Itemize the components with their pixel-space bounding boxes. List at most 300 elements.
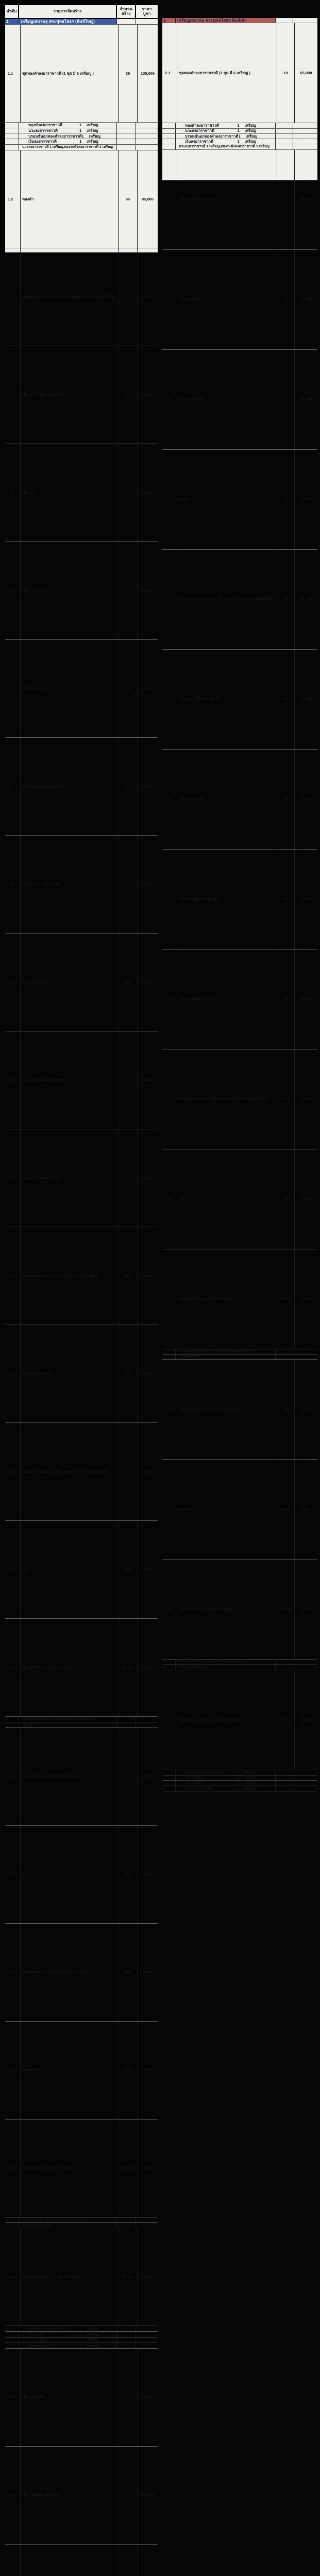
row-number: 1.8	[7, 738, 21, 835]
row-price: 2,500	[143, 1774, 153, 1779]
sub-item-count: 1	[237, 1786, 240, 1791]
row-number	[5, 2332, 19, 2337]
sub-item-count: 1	[237, 128, 240, 133]
row-item: เนื้อนาค	[21, 444, 119, 541]
row-price	[293, 129, 317, 133]
sub-item-unit: เหรียญ	[244, 1770, 256, 1775]
row-item: ชุด หลังเรียบ ( 1ชุดมี 3 เหรียญ )	[177, 1560, 277, 1659]
row-qty: 199 ชุด	[119, 2120, 138, 2217]
row-item: เงินลงยาทองคำหลังเรียบ	[177, 850, 277, 949]
row-qty: 39	[119, 25, 138, 122]
row-number: 2.6	[164, 550, 177, 649]
row-qty	[276, 1659, 293, 1664]
row-qty: 59 ชุด	[277, 1670, 295, 1770]
row-qty: 333	[277, 1049, 295, 1149]
row-price: 180,000	[140, 2493, 155, 2498]
table-row	[5, 139, 158, 145]
row-number	[5, 128, 19, 133]
row-price	[136, 2337, 158, 2343]
row-item	[19, 2343, 117, 2348]
sub-item-count: 1	[237, 1770, 240, 1775]
row-price: 85,000	[142, 196, 154, 201]
row-price: 900	[144, 2067, 151, 2073]
row-item: เงินลงยาทองคำ	[21, 640, 119, 737]
row-item	[19, 128, 117, 133]
table-row	[162, 1781, 317, 1786]
table-row	[5, 1722, 158, 1728]
table-row	[5, 2343, 158, 2349]
table-row	[162, 1770, 317, 1775]
table-row	[162, 1665, 317, 1670]
row-price	[136, 1717, 158, 1722]
row-qty: 19	[277, 250, 295, 349]
row-number: 1.3	[7, 248, 21, 346]
row-item: เงินลงยาทองคำ 2 หน้า	[177, 950, 277, 1049]
sub-item-unit: เหรียญ	[244, 1786, 256, 1791]
row-qty: 59 ชุด	[119, 1619, 138, 1716]
sub-item-unit: เหรียญ	[87, 2337, 98, 2343]
table-row	[162, 750, 317, 850]
row-number	[162, 1354, 176, 1359]
row-item: เนื้อ แพลทินัม	[177, 250, 277, 349]
row-price	[293, 1349, 317, 1354]
table-row	[5, 150, 158, 248]
sub-item-name: เงินลงยาราชาวดี	[185, 139, 213, 144]
row-price: 40,000	[300, 597, 312, 602]
row-number: 2.3	[164, 250, 177, 349]
sub-item-count: 1	[237, 1781, 240, 1786]
table-row	[162, 1659, 317, 1665]
sub-item-name: เงินลงยาราชาวดี	[28, 139, 57, 144]
row-qty	[276, 1770, 293, 1775]
row-number	[162, 1349, 176, 1354]
row-price: 40,000	[300, 497, 312, 502]
sub-item-unit: เหรียญ	[87, 2343, 98, 2348]
row-qty	[117, 139, 136, 144]
row-number: 1.23	[7, 2228, 21, 2326]
table-row	[162, 1149, 317, 1249]
table-row	[162, 139, 317, 144]
row-item: ทองระฆัง	[21, 2022, 119, 2119]
sub-item-name: บรอนซ์นอกทอง 2 หน้า	[185, 1770, 223, 1775]
row-price	[293, 1775, 317, 1780]
row-price	[136, 133, 158, 139]
row-price	[293, 144, 317, 149]
row-qty	[117, 2223, 136, 2228]
row-qty	[117, 128, 136, 133]
row-price: 19,000	[142, 686, 154, 691]
row-item: ชุด หลังเรียบ ( 1ชุดมี 3 เหรียญ )	[177, 1249, 277, 1349]
row-item	[176, 1775, 276, 1780]
table-row	[5, 2447, 158, 2545]
sub-item-unit: เหรียญ	[244, 1775, 256, 1780]
row-item: เนื้อนาค 2 หน้า	[21, 542, 119, 639]
row-price	[136, 139, 158, 144]
row-item: ทองคำ	[177, 450, 277, 549]
table-row	[162, 550, 317, 650]
column-header-item: รายการจัดสร้าง	[19, 5, 117, 18]
row-price	[136, 123, 158, 128]
table-row	[5, 133, 158, 139]
row-number: 2.14	[164, 1360, 177, 1459]
row-price	[293, 1354, 317, 1359]
table-row	[5, 1227, 158, 1325]
row-number: 2.13	[164, 1249, 177, 1349]
sub-item-unit: เหรียญ	[244, 123, 256, 128]
price-table-small	[161, 17, 318, 1791]
row-number: 1.17	[7, 1619, 21, 1716]
row-number: 2.16	[164, 1560, 177, 1659]
row-item	[176, 1770, 276, 1775]
table-row	[162, 1670, 317, 1770]
row-number	[5, 123, 19, 128]
table-body	[5, 19, 158, 2576]
row-number: 2.2	[164, 150, 177, 249]
row-price: 20,000	[300, 1717, 312, 1722]
row-price: 29,000	[142, 784, 154, 789]
row-qty	[276, 1665, 293, 1670]
table-row	[162, 1360, 317, 1460]
table-row	[162, 1786, 317, 1791]
row-item: ชุดเหรียญ 2 หน้า ( 1 ชุด มี 4 เหรียญ )	[177, 1670, 277, 1770]
table-body	[162, 18, 317, 1791]
row-number: 1.16	[7, 1521, 21, 1618]
table-row	[5, 2120, 158, 2217]
row-item	[176, 1786, 276, 1791]
row-item: เนื้อ 3 k (เนื้อสามกษัตริย์ )	[21, 346, 119, 444]
row-item: เงินลงยา (ทอง,ม่วง,เขียว,ชมพู) ( ไม่สามารถเลือกสีได้ )	[177, 1049, 277, 1149]
row-number	[5, 1717, 19, 1722]
row-number: 1.22	[7, 2120, 21, 2217]
row-qty	[276, 18, 293, 23]
row-number: 1.25	[7, 2447, 21, 2544]
row-item	[19, 2332, 117, 2337]
sub-item-unit: เหรียญ	[87, 2326, 98, 2331]
table-row	[162, 1354, 317, 1360]
row-qty: 999	[119, 1521, 138, 1618]
row-price	[136, 2343, 158, 2348]
row-item	[19, 2326, 117, 2331]
table-row	[162, 129, 317, 134]
row-qty: 9	[277, 350, 295, 449]
sub-item-name: ทองคำลงยาราชาวดี	[28, 122, 62, 127]
row-item	[19, 123, 117, 128]
row-price: 60,000	[142, 588, 154, 593]
row-item: เงินลงยาหลังเรียบ, บรอนซ์นอกทองคำหลังเรียบ	[19, 1717, 117, 1722]
row-price	[136, 2217, 158, 2223]
row-item: ทองระฆังลงยา (ทอง,ม่วง,เขียว,ชมพู)	[177, 1360, 277, 1459]
row-item: บรอนซ์นอกทองคำ	[21, 1325, 119, 1422]
row-qty	[276, 1349, 293, 1354]
table-row	[5, 1325, 158, 1423]
table-row	[5, 2022, 158, 2120]
row-number	[7, 2545, 21, 2576]
row-number	[5, 1722, 19, 1727]
table-row	[162, 1349, 317, 1354]
row-item: นวะลงยาราชาวดี 1 เหรียญ,ทองระฆังลงยาราชาวดี 1 เหรียญ	[19, 145, 117, 150]
sub-item-unit: เหรียญ	[87, 122, 98, 127]
row-price: 29,000	[142, 1175, 154, 1180]
row-qty	[117, 145, 136, 150]
table-row	[5, 123, 158, 128]
row-price: 24,000	[142, 1665, 154, 1670]
row-number: 2.17	[164, 1670, 177, 1770]
row-item: ทองระฆังลงยา (ทอง,น้ำเงิน,เขียว,ชมพู)	[21, 1924, 119, 2021]
row-price	[136, 2332, 158, 2337]
table-row	[5, 738, 158, 836]
row-number: 1.14	[7, 1325, 21, 1422]
row-price: 80,000	[300, 197, 312, 202]
table-header	[5, 5, 158, 19]
row-price: 9,000	[301, 796, 311, 802]
row-item: -นวะหลังเรียบ, ทองระฆังลงยาหลังเรียบ	[19, 2217, 117, 2223]
row-qty: 555	[119, 1423, 138, 1520]
row-price: 15,000	[142, 979, 154, 985]
table-row	[162, 123, 317, 128]
row-qty: 555	[277, 1149, 295, 1249]
sub-item-unit: เหรียญ	[87, 139, 98, 144]
table-row	[5, 2337, 158, 2343]
row-qty: 39	[277, 550, 295, 649]
row-price	[293, 1786, 317, 1791]
row-price	[293, 18, 317, 23]
row-item: ทองระฆัง	[177, 1460, 277, 1559]
row-qty	[117, 2343, 136, 2348]
table-row	[162, 150, 317, 250]
price-table-large	[4, 4, 159, 2498]
sub-item-unit: เหรียญ	[87, 128, 98, 133]
row-price: 1,800	[143, 1970, 153, 1975]
row-qty: 55	[119, 150, 138, 248]
sub-item-count: 1	[237, 139, 240, 144]
sub-item-name: นวะลงยาราชาวดี	[28, 128, 58, 133]
row-qty: 999	[277, 1360, 295, 1459]
row-price: 60,000	[300, 397, 312, 402]
row-number: 1.	[5, 19, 19, 24]
row-price: 130,000	[140, 2395, 155, 2400]
table-row	[5, 1521, 158, 1619]
table-row	[5, 248, 158, 346]
row-number: 1.7	[7, 640, 21, 737]
row-number: 1.1	[7, 25, 21, 122]
sub-item-name: นวะลงยาราชาวดี	[185, 128, 214, 133]
row-item: ชุด หลังเรียบ ( 1 ชุดมี 3 เหรียญ )	[21, 2120, 119, 2217]
row-qty	[117, 123, 136, 128]
table-row	[162, 250, 317, 350]
row-qty: 19	[119, 2349, 138, 2446]
row-item: ชุด หลังเรียบ (1 ชุดมี 3 เหรียญ)	[21, 1619, 119, 1716]
sub-item-unit: เหรียญ	[89, 133, 100, 139]
table-row	[5, 836, 158, 934]
table-row	[5, 934, 158, 1031]
row-qty: 444	[119, 1325, 138, 1422]
row-item: นวะ ลงยาทองคำ	[21, 934, 119, 1031]
row-qty	[276, 139, 293, 144]
row-qty: 29	[119, 1129, 138, 1227]
row-qty: 999	[119, 1826, 138, 1923]
sub-item-count: 1	[79, 122, 82, 127]
row-item: ชุดทองคำลงยาราชาวดี (1 ชุด มี 6 เหรียญ )	[21, 25, 119, 122]
row-item	[19, 139, 117, 144]
table-row	[5, 1717, 158, 1722]
row-number: 2.15	[164, 1460, 177, 1559]
row-qty	[276, 1775, 293, 1780]
row-item: - เงินหลังเรียบ	[176, 1354, 276, 1359]
row-number	[5, 2343, 19, 2348]
table-row	[162, 450, 317, 550]
table-row	[5, 1826, 158, 1924]
sub-item-name: ทองคำลงยาราชาวดี	[185, 123, 219, 128]
row-item: เนื้อ 3 k. (เนื้อสามกษัตริย์)	[177, 650, 277, 749]
row-price: 3,900	[301, 1607, 311, 1612]
row-qty	[117, 2326, 136, 2331]
row-number: 1.24	[7, 2349, 21, 2446]
row-qty: 39	[277, 850, 295, 949]
row-price	[136, 19, 158, 24]
row-number: 2.8	[164, 750, 177, 849]
row-number: 1.4	[7, 346, 21, 444]
table-row	[5, 2332, 158, 2337]
row-item: นวะลงยาราชาวดี 1 เหรียญ,ทองระฆังลงยาราชาวดี 1 เหรียญ	[176, 144, 276, 149]
sub-item-name: เงิน 2 หน้า	[185, 1775, 203, 1780]
sub-item-count: 1	[79, 2337, 82, 2343]
row-qty: 59 ชุด	[277, 1249, 295, 1349]
sub-item-count: 1	[81, 133, 84, 139]
row-number	[162, 1659, 176, 1664]
row-item	[19, 2337, 117, 2343]
table-row	[5, 2217, 158, 2223]
table-row	[5, 2223, 158, 2228]
row-price	[136, 2326, 158, 2331]
sub-item-name: บรอนซ์นอกทอง 2 หน้า	[28, 2326, 66, 2331]
section-row	[162, 18, 317, 23]
sub-item-name: ทองระฆัง 2 หน้า	[185, 1786, 213, 1791]
table-row	[5, 25, 158, 123]
row-price	[293, 123, 317, 128]
row-number: 1.20	[7, 1924, 21, 2021]
row-qty: 9	[119, 542, 138, 639]
row-item: นวะ	[21, 1826, 119, 1923]
row-qty	[276, 1781, 293, 1785]
row-number: 1.5	[7, 444, 21, 541]
row-qty	[117, 2217, 136, 2223]
row-number	[162, 134, 176, 139]
row-price: 38,000	[142, 882, 154, 887]
row-price: 1,900	[301, 1196, 311, 1201]
row-price: 9,000	[143, 2165, 153, 2171]
row-qty	[117, 2337, 136, 2343]
row-item: นวะ ลงยาทองคำหลังเรียบ	[21, 1031, 119, 1129]
row-item: เนื้อ แพลทินัม หลังเรียบ	[21, 2447, 119, 2544]
row-price: 4,900	[143, 1469, 153, 1474]
row-item: ทองคำ	[21, 150, 119, 248]
row-item	[176, 123, 276, 128]
sub-item-count: 1	[237, 123, 240, 128]
table-row	[5, 1423, 158, 1521]
sub-item-unit: เหรียญ	[244, 1781, 256, 1786]
row-number: 2.	[162, 18, 176, 23]
table-row	[5, 2228, 158, 2326]
sub-item-count: 1	[79, 2332, 82, 2337]
row-price	[293, 134, 317, 139]
row-number: 2.1	[164, 23, 177, 123]
row-price	[138, 2545, 158, 2576]
table-row	[5, 542, 158, 640]
row-price: 50,000	[142, 392, 154, 397]
row-item: เงินหลังเรียบ	[19, 1722, 117, 1727]
row-qty: 199 ชุด	[277, 1560, 295, 1659]
row-number	[5, 2326, 19, 2331]
table-row	[5, 145, 158, 150]
row-qty: 1999	[277, 1460, 295, 1559]
table-row	[5, 1728, 158, 1826]
table-row	[162, 1049, 317, 1149]
row-price: 60,000	[300, 297, 312, 302]
sub-item-name: เงิน 2 หน้า	[28, 2332, 46, 2337]
table-row	[162, 850, 317, 950]
row-number: 2.4	[164, 350, 177, 449]
row-qty: 39	[277, 450, 295, 549]
row-number	[162, 123, 176, 128]
row-number: 1.2	[7, 150, 21, 248]
row-qty: 222	[119, 1227, 138, 1325]
row-item: เงินลงยา (ทอง,ม่วง,เขียว,ชมพู) ไม่สามารถเลือกสีได้	[21, 1423, 119, 1520]
row-number	[162, 129, 176, 133]
row-number: 1.9	[7, 836, 21, 933]
row-number: 1.12	[7, 1129, 21, 1227]
row-number	[5, 2337, 19, 2343]
row-number	[162, 144, 176, 149]
row-item: เหรียญเสมาฉลุ พระพุทธโสธร พิมพ์เล็ก	[176, 18, 276, 23]
row-price	[293, 139, 317, 144]
column-header-no: ลำดับ	[5, 5, 19, 18]
row-number: 1.11	[7, 1031, 21, 1129]
row-number	[162, 1770, 176, 1775]
row-item: ชุดทองคำลงยาราชาวดี (1 ชุด มี 6 เหรียญ )	[177, 23, 277, 123]
sub-item-count: 1	[79, 128, 82, 133]
row-item: เงิน	[177, 1149, 277, 1249]
row-number: 2.9	[164, 850, 177, 949]
row-price	[136, 1722, 158, 1727]
row-item: ทองคำ หลังเรียบ	[177, 350, 277, 449]
sub-item-count: 1	[79, 2326, 82, 2331]
row-price: 135,000	[140, 71, 155, 76]
sub-item-count: 1	[238, 133, 241, 139]
row-number: 1.6	[7, 542, 21, 639]
table-row	[162, 950, 317, 1049]
row-price: 1,000	[301, 1407, 311, 1412]
row-number: 1.19	[7, 1826, 21, 1923]
row-number	[5, 133, 19, 139]
row-item: เงิน	[21, 1521, 119, 1618]
row-price: 20,000	[142, 1077, 154, 1082]
row-item: เงินลงยาทองคำ 2 หน้า	[21, 836, 119, 933]
row-number	[162, 1786, 176, 1791]
sub-item-unit: เหรียญ	[244, 128, 256, 133]
row-price: 2,000	[143, 1872, 153, 1877]
column-header-price: ราคา บูชา	[142, 7, 152, 16]
table-row	[5, 1924, 158, 2022]
row-number	[162, 139, 176, 144]
row-item: เงินลงยาทองคำ	[177, 750, 277, 849]
row-number: 1.15	[7, 1423, 21, 1520]
row-number: 1.21	[7, 2022, 21, 2119]
row-price: 35,000	[142, 490, 154, 495]
sub-item-count: 1	[237, 1775, 240, 1780]
row-item	[176, 139, 276, 144]
row-number: 2.5	[164, 450, 177, 549]
table-row	[5, 1031, 158, 1129]
